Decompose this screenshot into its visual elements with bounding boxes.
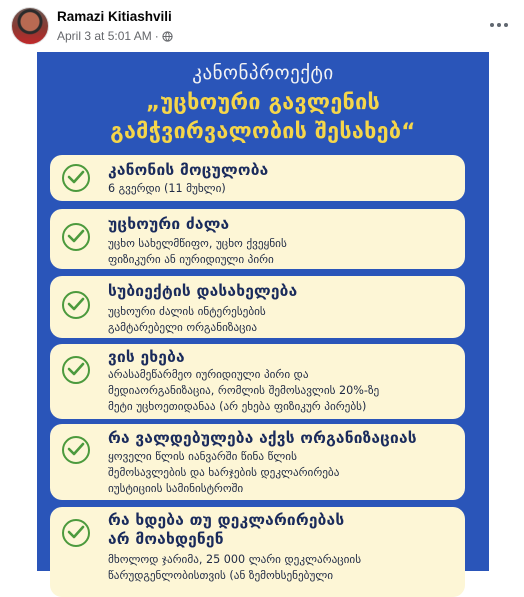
check-icon bbox=[62, 291, 90, 319]
card-title: არ მოახდენენ bbox=[108, 530, 224, 548]
poster-kicker: კანონპროექტი bbox=[192, 62, 334, 84]
info-card-volume bbox=[50, 155, 465, 201]
check-icon bbox=[62, 356, 90, 384]
check-icon bbox=[62, 223, 90, 251]
card-text: გამტარებელი ორგანიზაცია bbox=[108, 321, 257, 334]
poster-heading bbox=[37, 88, 489, 146]
info-card-foreign-power bbox=[50, 209, 465, 269]
card-text: მედიაორგანიზაცია, რომლის შემოსავლის 20%-ზე bbox=[108, 384, 380, 397]
card-text: წარუდგენლობისთვის (ან ზემოხსენებული bbox=[108, 569, 334, 582]
info-card-who-applies bbox=[50, 344, 465, 419]
post-meta bbox=[57, 29, 173, 43]
check-icon bbox=[62, 436, 90, 464]
card-title: რა ვალდებულება აქვს ორგანიზაციას bbox=[108, 429, 417, 447]
globe-icon bbox=[162, 31, 173, 42]
card-text: მეტი უცხოეთიდანაა (არ ეხება ფიზიკურ პირებს) bbox=[108, 400, 367, 413]
author-name[interactable]: Ramazi Kitiashvili bbox=[57, 9, 172, 24]
card-text: არასამეწარმეო იურიდიული პირი და bbox=[108, 368, 309, 381]
info-card-subject-name bbox=[50, 276, 465, 338]
card-title: კანონის მოცულობა bbox=[108, 161, 269, 179]
card-text: შემოსავლების და ხარჯების დეკლარირება bbox=[108, 466, 340, 479]
post-timestamp[interactable]: April 3 at 5:01 AM bbox=[57, 29, 152, 43]
card-text: იუსტიციის სამინისტროში bbox=[108, 482, 244, 495]
card-title: უცხოური ძალა bbox=[108, 215, 230, 233]
poster-heading-line1: „უცხოური გავლენის bbox=[145, 90, 381, 115]
more-options-icon[interactable] bbox=[486, 14, 512, 36]
info-card-obligation bbox=[50, 424, 465, 500]
post-header bbox=[0, 0, 524, 52]
card-text: უცხოური ძალის ინტერესების bbox=[108, 305, 266, 318]
poster-heading-line2: გამჭვირვალობის შესახებ“ bbox=[110, 119, 416, 144]
card-title: სუბიექტის დასახელება bbox=[108, 282, 298, 300]
card-title: ვის ეხება bbox=[108, 348, 185, 366]
card-text: მხოლოდ ჯარიმა, 25 000 ლარი დეკლარაციის bbox=[108, 553, 362, 566]
card-text: ყოველი წლის იანვარში წინა წლის bbox=[108, 450, 297, 463]
card-text: ფიზიკური ან იურიდიული პირი bbox=[108, 253, 274, 266]
check-icon bbox=[62, 164, 90, 192]
card-title: რა ხდება თუ დეკლარირებას bbox=[108, 511, 345, 529]
author-avatar[interactable] bbox=[11, 7, 49, 45]
check-icon bbox=[62, 519, 90, 547]
post-image[interactable] bbox=[37, 52, 489, 582]
info-card-penalty bbox=[50, 507, 465, 597]
card-text: 6 გვერდი (11 მუხლი) bbox=[108, 182, 226, 195]
card-text: უცხო სახელმწიფო, უცხო ქვეყნის bbox=[108, 237, 287, 250]
meta-separator: · bbox=[154, 29, 159, 43]
